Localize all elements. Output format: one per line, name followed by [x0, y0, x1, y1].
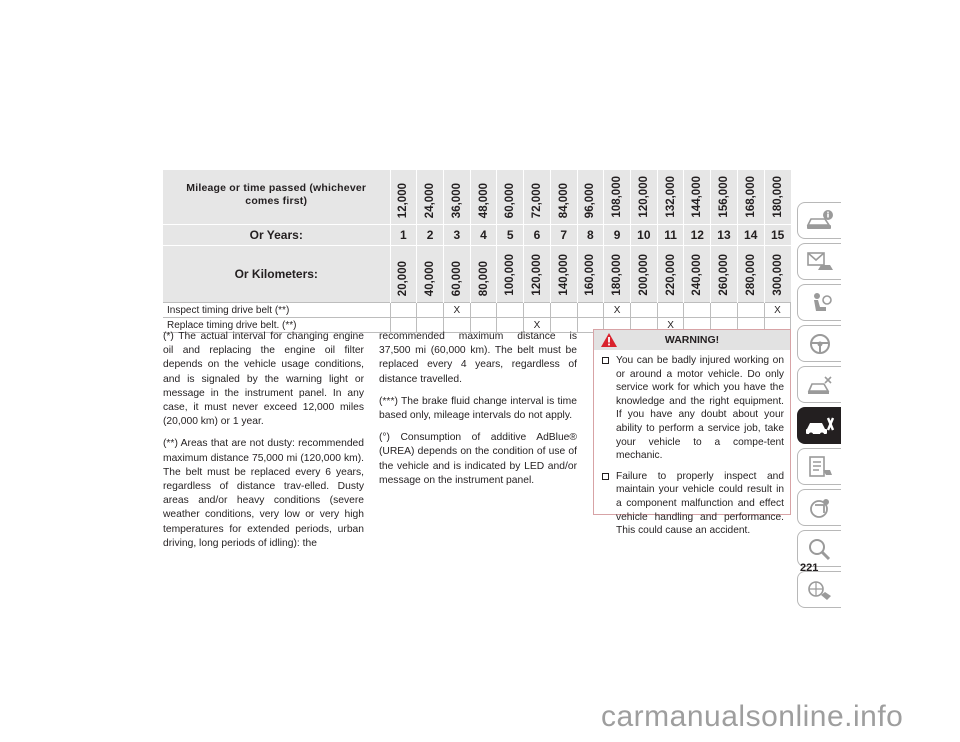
multimedia-icon — [805, 496, 835, 520]
service-mark: X — [657, 318, 684, 333]
warning-triangle-icon — [600, 332, 618, 348]
service-mark — [577, 303, 604, 318]
kilometers-header-label: Or Kilometers: — [163, 246, 390, 303]
warning-item-text: You can be badly injured working on or around a motor vehicle. Do only service work for which you have the knowledge and the right equipment. If you have any doubt about your ability to perform a service job, take your vehicle to a compe-tent mechanic. — [616, 355, 784, 462]
kilometer-value: 180,000 — [611, 254, 624, 296]
mileage-cell — [390, 170, 417, 225]
kilometer-value: 220,000 — [664, 254, 677, 296]
kilometer-value: 240,000 — [691, 254, 704, 296]
mileage-value: 96,000 — [584, 182, 597, 218]
year-cell: 2 — [417, 225, 444, 246]
service-mark — [684, 303, 711, 318]
year-cell: 14 — [737, 225, 764, 246]
year-cell: 15 — [764, 225, 791, 246]
mileage-cell — [711, 170, 738, 225]
service-mark — [390, 303, 417, 318]
warning-header — [594, 330, 790, 350]
service-mark — [524, 303, 551, 318]
warning-list — [594, 354, 790, 538]
kilometer-cell — [443, 246, 470, 303]
mileage-value: 132,000 — [664, 176, 677, 218]
mileage-value: 60,000 — [504, 182, 517, 218]
year-cell: 13 — [711, 225, 738, 246]
steering-wheel-icon — [805, 332, 835, 356]
mileage-cell — [657, 170, 684, 225]
kilometer-cell — [577, 246, 604, 303]
page-number: 221 — [800, 562, 819, 574]
tab-safety[interactable] — [797, 284, 841, 321]
timing-belt-footnote-cont: recommended maximum distance is 37,500 mi (60,000 km). The belt must be replaced every 4 years, regardless of distance travelled. — [379, 331, 577, 385]
service-name: Inspect timing drive belt (**) — [163, 303, 390, 318]
mileage-header-label: Mileage or time passed (whichever comes first) — [163, 170, 390, 225]
checkbox-bullet-icon — [602, 357, 609, 364]
mileage-value: 180,000 — [771, 176, 784, 218]
service-mark — [417, 303, 444, 318]
year-cell: 3 — [443, 225, 470, 246]
mileage-value: 36,000 — [450, 182, 463, 218]
tab-language-index[interactable] — [797, 571, 841, 608]
service-mark: X — [604, 303, 631, 318]
kilometer-value: 200,000 — [637, 254, 650, 296]
timing-belt-footnote: (**) Areas that are not dusty: recommended maximum distance 75,000 mi (120,000 km). The belt must be replaced every 6 years, regardless of distance trav-elled. Dusty areas and/or heavy conditions (severe weather conditions, very low or very high temperatures for extended periods, urban driving, long periods of idling): the — [163, 438, 364, 549]
oil-change-footnote: (*) The actual interval for changing engine oil and replacing the engine oil filter depends on the vehicle usage conditions, and is signaled by the warning light or message in the instrument panel. In any case, it must never exceed 12,000 miles (20,000 km) or 1 year. — [163, 331, 364, 428]
year-cell: 1 — [390, 225, 417, 246]
mileage-cell — [630, 170, 657, 225]
tab-getting-to-know-vehicle[interactable] — [797, 202, 841, 239]
kilometer-value: 100,000 — [504, 254, 517, 296]
kilometer-value: 300,000 — [771, 254, 784, 296]
kilometer-value: 60,000 — [450, 260, 463, 296]
kilometer-value: 280,000 — [744, 254, 757, 296]
kilometers-header-row — [163, 246, 791, 303]
kilometer-cell — [524, 246, 551, 303]
kilometer-cell — [470, 246, 497, 303]
service-mark: X — [443, 303, 470, 318]
language-index-icon — [805, 578, 835, 602]
mileage-cell — [417, 170, 444, 225]
tab-technical-specifications[interactable] — [797, 448, 841, 485]
mileage-value: 144,000 — [691, 176, 704, 218]
service-mark — [657, 303, 684, 318]
kilometer-cell — [417, 246, 444, 303]
service-name: Replace timing drive belt. (**) — [163, 318, 390, 333]
mileage-cell — [497, 170, 524, 225]
mileage-value: 120,000 — [637, 176, 650, 218]
kilometer-cell — [550, 246, 577, 303]
tab-starting-and-operating[interactable] — [797, 325, 841, 362]
kilometer-cell — [390, 246, 417, 303]
text-column-left — [163, 330, 364, 559]
car-service-icon — [804, 414, 836, 438]
mileage-cell — [604, 170, 631, 225]
service-mark — [711, 303, 738, 318]
mileage-header-row — [163, 170, 791, 225]
year-cell: 5 — [497, 225, 524, 246]
kilometer-value: 20,000 — [397, 260, 410, 296]
years-header-row — [163, 225, 791, 246]
service-mark — [470, 303, 497, 318]
mileage-value: 48,000 — [477, 182, 490, 218]
specifications-list-icon — [805, 455, 835, 479]
service-mark: X — [524, 318, 551, 333]
mileage-value: 72,000 — [530, 182, 543, 218]
watermark: carmanualsonline.info — [601, 700, 904, 733]
service-mark: X — [764, 303, 791, 318]
kilometer-cell — [711, 246, 738, 303]
mileage-value: 84,000 — [557, 182, 570, 218]
kilometer-value: 120,000 — [530, 254, 543, 296]
kilometer-value: 80,000 — [477, 260, 490, 296]
checkbox-bullet-icon — [602, 473, 609, 480]
mileage-value: 12,000 — [397, 182, 410, 218]
seat-airbag-icon — [805, 291, 835, 315]
year-cell: 11 — [657, 225, 684, 246]
mileage-value: 108,000 — [611, 176, 624, 218]
mileage-cell — [737, 170, 764, 225]
car-info-icon — [805, 209, 835, 233]
maintenance-schedule-table — [163, 170, 791, 333]
year-cell: 6 — [524, 225, 551, 246]
mileage-cell — [443, 170, 470, 225]
year-cell: 7 — [550, 225, 577, 246]
kilometer-value: 140,000 — [557, 254, 570, 296]
years-header-label: Or Years: — [163, 225, 390, 246]
mileage-cell — [577, 170, 604, 225]
service-mark — [630, 303, 657, 318]
kilometer-cell — [657, 246, 684, 303]
warning-item-text: Failure to properly inspect and maintain your vehicle could result in a component malfunction and effect vehicle handling and performance. This could cause an accident. — [616, 470, 784, 537]
tab-multimedia[interactable] — [797, 489, 841, 526]
year-cell: 12 — [684, 225, 711, 246]
mileage-cell — [524, 170, 551, 225]
warning-box — [593, 329, 791, 537]
brake-fluid-footnote: (***) The brake fluid change interval is time based only, mileage intervals do not apply. — [379, 395, 577, 422]
envelope-car-icon — [805, 250, 835, 274]
tab-getting-to-know-instrument-panel[interactable] — [797, 243, 841, 280]
kilometer-value: 40,000 — [424, 260, 437, 296]
kilometer-cell — [764, 246, 791, 303]
year-cell: 4 — [470, 225, 497, 246]
kilometer-value: 260,000 — [717, 254, 730, 296]
year-cell: 8 — [577, 225, 604, 246]
warning-item — [598, 354, 784, 463]
service-mark — [550, 303, 577, 318]
mileage-value: 168,000 — [744, 176, 757, 218]
car-crash-icon — [805, 373, 835, 397]
service-mark — [737, 303, 764, 318]
kilometer-cell — [630, 246, 657, 303]
warning-item — [598, 470, 784, 538]
kilometer-value: 160,000 — [584, 254, 597, 296]
adblue-footnote: (°) Consumption of additive AdBlue® (UREA) depends on the condition of use of the vehicle and is indicated by LED and/or message on the instrument panel. — [379, 432, 577, 486]
year-cell: 9 — [604, 225, 631, 246]
mileage-cell — [684, 170, 711, 225]
kilometer-cell — [497, 246, 524, 303]
kilometer-cell — [737, 246, 764, 303]
magnifier-icon — [805, 537, 835, 561]
year-cell: 10 — [630, 225, 657, 246]
mileage-cell — [550, 170, 577, 225]
mileage-value: 24,000 — [424, 182, 437, 218]
text-column-middle — [379, 330, 577, 496]
mileage-cell — [470, 170, 497, 225]
chapter-tabs — [797, 202, 841, 612]
kilometer-cell — [604, 246, 631, 303]
service-mark — [497, 303, 524, 318]
mileage-cell — [764, 170, 791, 225]
service-row — [163, 303, 791, 318]
tab-in-case-of-emergency[interactable] — [797, 366, 841, 403]
mileage-value: 156,000 — [717, 176, 730, 218]
kilometer-cell — [684, 246, 711, 303]
tab-servicing-and-maintenance[interactable] — [797, 407, 841, 444]
warning-title: WARNING! — [664, 334, 720, 346]
